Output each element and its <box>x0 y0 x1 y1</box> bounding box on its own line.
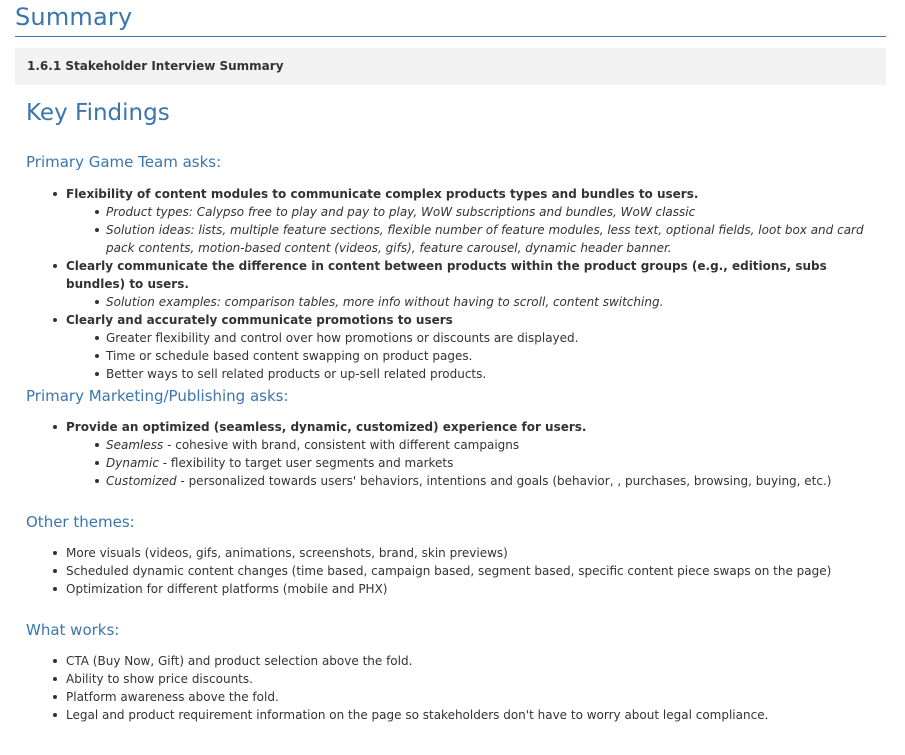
list-item: CTA (Buy Now, Gift) and product selection above the fold. <box>52 652 882 670</box>
term-label: Customized <box>106 474 177 488</box>
sub-list <box>66 436 882 490</box>
list-item-text: Flexibility of content modules to communicate complex products types and bundles to users. <box>66 187 699 201</box>
marketing-list <box>52 418 882 490</box>
term-label: Seamless <box>106 438 164 452</box>
what-works-list <box>52 652 882 724</box>
term-label: Dynamic <box>106 456 159 470</box>
list-item <box>52 185 882 257</box>
what-works-heading: What works: <box>26 621 120 639</box>
game-team-list <box>52 185 882 383</box>
list-item <box>52 311 882 383</box>
term-description: - personalized towards users' behaviors, intentions and goals (behavior, , purchases, browsing, buying, etc.) <box>176 474 832 488</box>
sub-list-item: Time or schedule based content swapping on product pages. <box>66 347 882 365</box>
list-item: Optimization for different platforms (mobile and PHX) <box>52 580 882 598</box>
list-item: More visuals (videos, gifs, animations, screenshots, brand, skin previews) <box>52 544 882 562</box>
other-themes-heading: Other themes: <box>26 513 135 531</box>
sub-list <box>66 203 882 257</box>
sub-list-item: Solution ideas: lists, multiple feature sections, flexible number of feature modules, less text, optional fields, loot box and card pack contents, motion-based content (videos, gifs), feature carousel, dynamic header banner. <box>66 221 882 257</box>
other-themes-list <box>52 544 882 598</box>
list-item <box>52 257 882 311</box>
term-description: - cohesive with brand, consistent with different campaigns <box>163 438 520 452</box>
page-title: Summary <box>15 3 133 31</box>
section-label: 1.6.1 Stakeholder Interview Summary <box>27 59 284 73</box>
list-item: Scheduled dynamic content changes (time based, campaign based, segment based, specific content piece swaps on the page) <box>52 562 882 580</box>
term-description: - flexibility to target user segments and markets <box>158 456 454 470</box>
sub-list-item: Better ways to sell related products or up-sell related products. <box>66 365 882 383</box>
list-item: Ability to show price discounts. <box>52 670 882 688</box>
list-item-text: Clearly communicate the difference in content between products within the product groups (e.g., editions, subs bundles) to users. <box>66 259 827 291</box>
list-item: Legal and product requirement information on the page so stakeholders don't have to worry about legal compliance. <box>52 706 882 724</box>
section-panel-header[interactable] <box>15 48 886 85</box>
sub-list-item <box>66 472 882 490</box>
marketing-heading: Primary Marketing/Publishing asks: <box>26 387 289 405</box>
sub-list-item <box>66 454 882 472</box>
game-team-heading: Primary Game Team asks: <box>26 153 222 171</box>
list-item <box>52 418 882 490</box>
list-item: Platform awareness above the fold. <box>52 688 882 706</box>
list-item-text: Provide an optimized (seamless, dynamic, customized) experience for users. <box>66 420 587 434</box>
sub-list-item: Solution examples: comparison tables, more info without having to scroll, content switching. <box>66 293 882 311</box>
sub-list <box>66 329 882 383</box>
sub-list <box>66 293 882 311</box>
title-divider <box>15 36 886 37</box>
list-item-text: Clearly and accurately communicate promotions to users <box>66 313 453 327</box>
sub-list-item: Product types: Calypso free to play and pay to play, WoW subscriptions and bundles, WoW classic <box>66 203 882 221</box>
sub-list-item <box>66 436 882 454</box>
sub-list-item: Greater flexibility and control over how promotions or discounts are displayed. <box>66 329 882 347</box>
key-findings-heading: Key Findings <box>26 100 170 126</box>
